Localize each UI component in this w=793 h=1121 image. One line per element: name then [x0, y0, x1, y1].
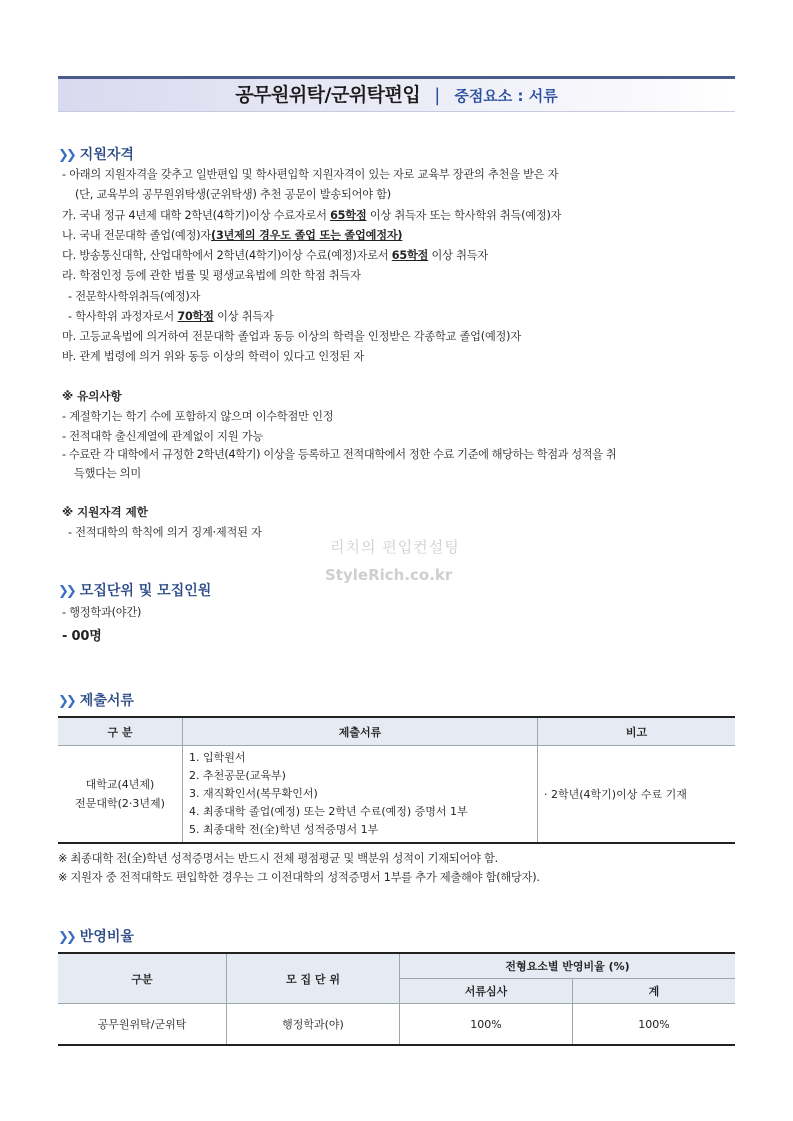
- title-banner: [58, 76, 735, 112]
- category-label: 전문대학(2·3년제): [75, 796, 165, 810]
- restriction-item: - 전적대학의 학칙에 의거 징계·제적된 자: [68, 526, 262, 539]
- note-item: - 계절학기는 학기 수에 포함하지 않으며 이수학점만 인정: [62, 410, 334, 423]
- section-heading-eligibility: [58, 144, 134, 164]
- eligibility-item-na: 나. 국내 전문대학 졸업(예정)자(3년제의 경우도 졸업 또는 졸업예정자): [62, 229, 403, 242]
- table-header: 구분: [58, 953, 227, 1004]
- watermark-script: 리치의 편입컨설팅: [330, 538, 460, 556]
- eligibility-item-ra: 라. 학점인정 등에 관한 법률 및 평생교육법에 의한 학점 취득자: [62, 269, 361, 282]
- notes-heading: ※ 유의사항: [62, 389, 122, 403]
- title-separator: |: [434, 85, 441, 106]
- eligibility-item-ra-sub1: - 전문학사학위취득(예정)자: [68, 290, 201, 303]
- note-item: - 수료란 각 대학에서 규정한 2학년(4학기) 이상을 등록하고 전적대학에서 정한 수료 기준에 해당하는 학점과 성적을 취: [62, 448, 617, 461]
- eligibility-item-ma: 마. 고등교육법에 의거하여 전문대학 졸업과 동등 이상의 학력을 인정받은 각종학교 졸업(예정)자: [62, 330, 521, 343]
- section-heading-ratio: [58, 926, 134, 946]
- table-cell: 100%: [573, 1004, 736, 1046]
- section-title: 모집단위 및 모집인원: [79, 583, 212, 599]
- table-header: 전형요소별 반영비율 (%): [400, 953, 736, 979]
- docs-note: ※ 지원자 중 전적대학도 편입학한 경우는 그 이전대학의 성적증명서 1부를 추가 제출해야 함(해당자).: [58, 871, 540, 884]
- note-item-cont: 득했다는 의미: [74, 467, 141, 480]
- double-chevron-icon: ❯❯: [58, 584, 74, 599]
- section-heading-documents: [58, 690, 134, 710]
- note-item: - 전적대학 출신계열에 관계없이 지원 가능: [62, 430, 263, 443]
- docs-note: ※ 최종대학 전(全)학년 성적증명서는 반드시 전체 평점평균 및 백분위 성적이 기재되어야 함.: [58, 852, 499, 865]
- doc-list-cell: [183, 746, 538, 843]
- watermark-site: StyleRich.co.kr: [325, 566, 453, 584]
- recruit-dept: - 행정학과(야간): [62, 606, 142, 619]
- list-item: 5. 최종대학 전(全)학년 성적증명서 1부: [189, 822, 379, 836]
- table-header: 모 집 단 위: [227, 953, 400, 1004]
- restriction-heading: ※ 지원자격 제한: [62, 505, 148, 519]
- table-header: 계: [573, 979, 736, 1004]
- table-header: 구 분: [58, 717, 183, 746]
- table-cell: 100%: [400, 1004, 573, 1046]
- page-title: 공무원위탁/군위탁편입: [235, 84, 421, 106]
- table-header: 서류심사: [400, 979, 573, 1004]
- table-cell: 행정학과(야): [227, 1004, 400, 1046]
- list-item: 1. 입학원서: [189, 750, 246, 764]
- eligibility-item-da: 다. 방송통신대학, 산업대학에서 2학년(4학기)이상 수료(예정)자로서 65학점 이상 취득자: [62, 249, 488, 262]
- eligibility-item-ba: 바. 관계 법령에 의거 위와 동등 이상의 학력이 있다고 인정된 자: [62, 350, 365, 363]
- section-title: 반영비율: [79, 929, 134, 945]
- doc-remark-cell: · 2학년(4학기)이상 수료 기재: [538, 746, 736, 843]
- double-chevron-icon: ❯❯: [58, 930, 74, 945]
- table-header: 제출서류: [183, 717, 538, 746]
- recruit-count: - 00명: [62, 629, 102, 644]
- section-heading-recruit: [58, 580, 211, 600]
- double-chevron-icon: ❯❯: [58, 148, 74, 163]
- table-cell: 공무원위탁/군위탁: [58, 1004, 227, 1046]
- eligibility-intro-note: (단, 교육부의 공무원위탁생(군위탁생) 추천 공문이 발송되어야 함): [75, 188, 391, 201]
- list-item: 4. 최종대학 졸업(예정) 또는 2학년 수료(예정) 증명서 1부: [189, 804, 468, 818]
- section-title: 지원자격: [79, 147, 134, 163]
- focus-element-label: 중점요소 : 서류: [454, 87, 558, 105]
- table-header: 비고: [538, 717, 736, 746]
- category-label: 대학교(4년제): [85, 777, 155, 791]
- list-item: 3. 재직확인서(복무확인서): [189, 786, 318, 800]
- documents-table: [58, 716, 735, 844]
- eligibility-item-ra-sub2: - 학사학위 과정자로서 70학점 이상 취득자: [68, 310, 274, 323]
- eligibility-intro: - 아래의 지원자격을 갖추고 일반편입 및 학사편입학 지원자격이 있는 자로 교육부 장관의 추천을 받은 자: [62, 168, 559, 181]
- ratio-table: [58, 952, 735, 1046]
- doc-category-cell: [58, 746, 183, 843]
- section-title: 제출서류: [79, 693, 134, 709]
- list-item: 2. 추천공문(교육부): [189, 768, 286, 782]
- eligibility-item-ga: 가. 국내 정규 4년제 대학 2학년(4학기)이상 수료자로서 65학점 이상 취득자 또는 학사학위 취득(예정)자: [62, 209, 562, 222]
- double-chevron-icon: ❯❯: [58, 694, 74, 709]
